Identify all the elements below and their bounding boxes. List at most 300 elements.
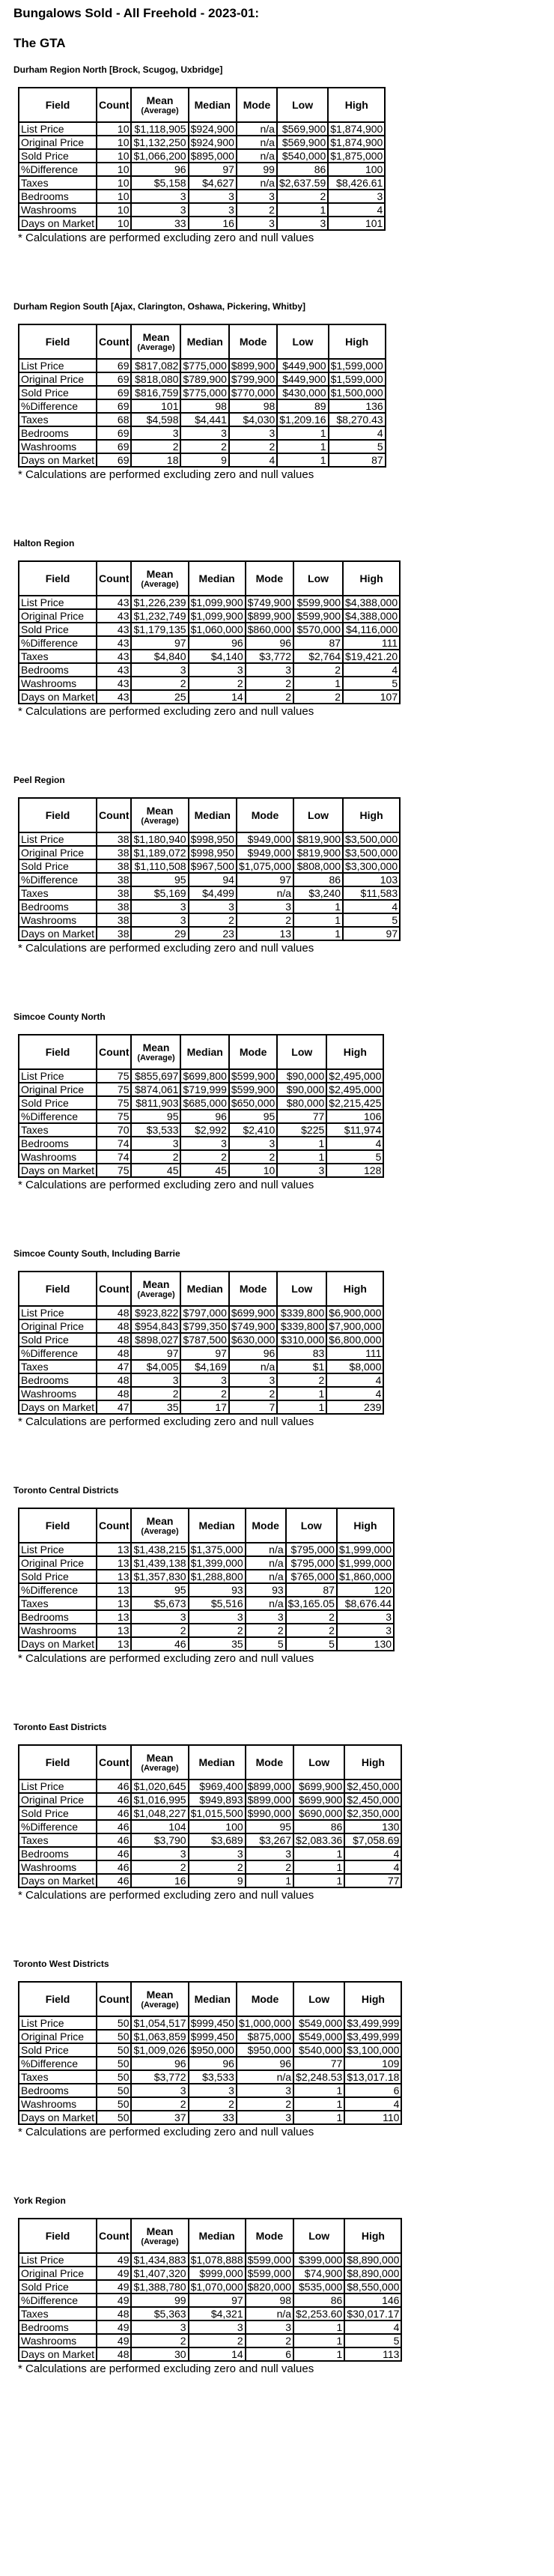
cell-mode: 98: [229, 399, 277, 413]
cell-low: $795,000: [286, 1543, 337, 1556]
column-header-label: Mean: [146, 568, 174, 580]
cell-median: $4,140: [189, 650, 246, 663]
row-label: Original Price: [19, 2267, 97, 2280]
column-header-label: Median: [186, 1046, 223, 1058]
cell-mean: 2: [131, 440, 180, 453]
table-row: [19, 1556, 394, 1570]
region-section: [13, 538, 554, 775]
cell-mode: 2: [246, 677, 293, 690]
column-header-low: [293, 798, 343, 832]
cell-median: 100: [189, 1820, 246, 1833]
cell-median: $2,992: [180, 1123, 228, 1137]
cell-count: 38: [97, 859, 131, 873]
cell-count: 75: [97, 1083, 131, 1096]
cell-mode: n/a: [246, 1570, 286, 1583]
cell-mode: n/a: [246, 1556, 286, 1570]
cell-median: $999,000: [189, 2267, 246, 2280]
row-label: %Difference: [19, 1583, 97, 1597]
cell-mode: 3: [246, 2320, 293, 2334]
cell-mean: $1,110,508: [131, 859, 188, 873]
cell-high: $7,900,000: [326, 1319, 383, 1333]
column-header-label: Mode: [243, 99, 271, 111]
column-header-field: [19, 2219, 97, 2253]
cell-low: $430,000: [277, 386, 328, 399]
column-header-mean: [131, 561, 188, 596]
column-header-label: Median: [194, 1993, 231, 2005]
table-row: [19, 2097, 401, 2111]
cell-high: 4: [326, 1387, 383, 1400]
cell-mean: 3: [131, 1373, 180, 1387]
cell-mode: 10: [229, 1164, 277, 1177]
cell-count: 43: [97, 609, 131, 623]
cell-high: $19,421.20: [343, 650, 400, 663]
cell-median: 93: [189, 1583, 246, 1597]
row-label: List Price: [19, 1780, 97, 1793]
cell-high: $8,890,000: [344, 2253, 401, 2267]
column-header-high: [337, 1508, 394, 1543]
column-header-high: [343, 798, 400, 832]
cell-low: 2: [277, 190, 328, 203]
column-header-label: Mode: [255, 1756, 284, 1768]
cell-median: $1,060,000: [189, 623, 246, 636]
column-header-mode: [237, 1982, 293, 2016]
cell-median: 94: [189, 873, 237, 886]
cell-mean: $4,840: [131, 650, 188, 663]
cell-count: 50: [97, 2084, 131, 2097]
column-header-label: Low: [308, 1756, 330, 1768]
column-header-label: Field: [45, 1993, 70, 2005]
cell-mode: 1: [246, 1874, 293, 1887]
column-header-mean: [131, 1745, 188, 1780]
column-header-median: [189, 1745, 246, 1780]
cell-mean: $1,016,995: [131, 1793, 188, 1806]
row-label: Original Price: [19, 1793, 97, 1806]
cell-low: 83: [277, 1346, 326, 1360]
cell-high: $8,890,000: [344, 2267, 401, 2280]
column-header-low: [293, 2219, 344, 2253]
cell-count: 46: [97, 1780, 131, 1793]
cell-mean: $1,118,905: [131, 122, 188, 136]
cell-count: 50: [97, 2016, 131, 2030]
cell-mean: $1,063,859: [131, 2030, 188, 2043]
table-header-row: [19, 2219, 401, 2253]
cell-count: 10: [97, 149, 131, 163]
cell-low: 2: [286, 1624, 337, 1637]
column-header-label: Field: [45, 2230, 70, 2242]
cell-low: 1: [293, 1860, 344, 1874]
region-title: Toronto West Districts: [13, 1959, 109, 1969]
cell-mean: $1,179,135: [131, 623, 188, 636]
cell-mode: 3: [229, 1373, 277, 1387]
cell-count: 48: [97, 1319, 131, 1333]
row-label: Days on Market: [19, 1164, 97, 1177]
cell-count: 50: [97, 2097, 131, 2111]
row-label: Days on Market: [19, 453, 97, 467]
row-label: List Price: [19, 596, 97, 609]
column-header-low: [293, 1745, 344, 1780]
cell-low: 1: [293, 2320, 344, 2334]
stats-table: [18, 1271, 384, 1415]
cell-median: $797,000: [180, 1306, 228, 1319]
column-header-mean: [131, 1508, 188, 1543]
cell-mode: n/a: [246, 1597, 286, 1610]
cell-low: 86: [293, 2294, 344, 2307]
table-row: [19, 413, 386, 426]
cell-mode: $990,000: [246, 1806, 293, 1820]
region-title: Simcoe County South, Including Barrie: [13, 1248, 180, 1259]
row-label: List Price: [19, 1306, 97, 1319]
table-row: [19, 623, 400, 636]
cell-mean: 104: [131, 1820, 188, 1833]
calculation-note: * Calculations are performed excluding zero and null values: [18, 1415, 314, 1428]
cell-mode: $860,000: [246, 623, 293, 636]
cell-median: 14: [189, 690, 246, 704]
region-section: [13, 1485, 554, 1722]
stats-table: [18, 2218, 402, 2362]
column-header-label: Median: [198, 1756, 235, 1768]
cell-high: $8,000: [326, 1360, 383, 1373]
cell-mean: 3: [131, 190, 188, 203]
cell-count: 10: [97, 190, 131, 203]
cell-high: 130: [337, 1637, 394, 1651]
cell-high: 111: [343, 636, 400, 650]
cell-mean: $1,438,215: [131, 1543, 188, 1556]
column-header-low: [293, 1982, 344, 2016]
cell-high: $2,215,425: [326, 1096, 383, 1110]
cell-mean: 29: [131, 927, 188, 940]
cell-low: $795,000: [286, 1556, 337, 1570]
cell-count: 13: [97, 1556, 131, 1570]
cell-median: $1,070,000: [189, 2280, 246, 2294]
table-row: [19, 2294, 401, 2307]
cell-median: 3: [180, 1137, 228, 1150]
cell-mode: 2: [246, 1860, 293, 1874]
table-row: [19, 149, 385, 163]
regions-container: [13, 64, 554, 2432]
cell-mode: $749,900: [246, 596, 293, 609]
column-header-high: [344, 1745, 401, 1780]
cell-mean: $1,189,072: [131, 846, 188, 859]
cell-high: 101: [328, 217, 385, 230]
cell-mode: n/a: [237, 176, 277, 190]
column-header-low: [277, 324, 328, 359]
cell-low: $540,000: [293, 2043, 344, 2057]
cell-mean: $1,388,780: [131, 2280, 188, 2294]
table-row: [19, 873, 400, 886]
cell-median: $999,450: [189, 2030, 237, 2043]
column-header-label: Field: [45, 1520, 70, 1532]
cell-count: 38: [97, 846, 131, 859]
cell-low: $74,900: [293, 2267, 344, 2280]
table-row: [19, 1874, 401, 1887]
column-header-sublabel: (Average): [141, 1527, 179, 1536]
column-header-label: Mean: [146, 94, 174, 106]
column-header-count: [97, 798, 131, 832]
row-label: List Price: [19, 2016, 97, 2030]
calculation-note: * Calculations are performed excluding zero and null values: [18, 942, 314, 955]
column-header-mode: [237, 798, 293, 832]
column-header-label: Low: [308, 809, 329, 821]
column-header-count: [97, 1982, 131, 2016]
column-header-label: Low: [292, 336, 314, 348]
table-row: [19, 399, 386, 413]
column-header-field: [19, 1272, 97, 1306]
column-header-median: [180, 324, 228, 359]
cell-high: $2,450,000: [344, 1780, 401, 1793]
cell-mode: $1,000,000: [237, 2016, 293, 2030]
cell-median: $969,400: [189, 1780, 246, 1793]
cell-mode: $899,000: [246, 1780, 293, 1793]
cell-high: 5: [343, 677, 400, 690]
column-header-mode: [246, 2219, 293, 2253]
region-section: [13, 1959, 554, 2195]
column-header-label: Field: [45, 1756, 70, 1768]
cell-median: 9: [180, 453, 228, 467]
cell-low: 77: [277, 1110, 326, 1123]
column-header-mean: [131, 2219, 188, 2253]
cell-median: $3,533: [189, 2070, 237, 2084]
row-label: Washrooms: [19, 1387, 97, 1400]
cell-mean: $923,822: [131, 1306, 180, 1319]
cell-median: $1,375,000: [189, 1543, 246, 1556]
cell-high: $8,270.43: [329, 413, 386, 426]
cell-low: $570,000: [293, 623, 343, 636]
cell-low: 2: [277, 1373, 326, 1387]
column-header-label: Mode: [255, 2230, 284, 2242]
calculation-note: * Calculations are performed excluding zero and null values: [18, 2362, 314, 2375]
cell-count: 48: [97, 1373, 131, 1387]
cell-count: 43: [97, 677, 131, 690]
column-header-label: Median: [198, 572, 235, 584]
column-header-low: [277, 1272, 326, 1306]
stats-table: [18, 560, 401, 704]
cell-mean: $898,027: [131, 1333, 180, 1346]
stats-table: [18, 1508, 395, 1651]
row-label: %Difference: [19, 1346, 97, 1360]
cell-low: $225: [277, 1123, 326, 1137]
column-header-field: [19, 1035, 97, 1069]
column-header-label: Low: [308, 572, 329, 584]
cell-high: 103: [343, 873, 400, 886]
cell-mode: 13: [237, 927, 293, 940]
cell-count: 50: [97, 2030, 131, 2043]
cell-low: $599,900: [293, 609, 343, 623]
row-label: Washrooms: [19, 203, 97, 217]
cell-mean: $1,439,138: [131, 1556, 188, 1570]
cell-low: $569,900: [277, 136, 328, 149]
column-header-field: [19, 88, 97, 122]
cell-low: 2: [293, 663, 343, 677]
column-header-label: Mean: [146, 1989, 174, 2001]
cell-high: $13,017.18: [344, 2070, 401, 2084]
column-header-sublabel: (Average): [141, 580, 179, 589]
table-row: [19, 913, 400, 927]
cell-high: 107: [343, 690, 400, 704]
calculation-note: * Calculations are performed excluding zero and null values: [18, 2126, 314, 2138]
table-row: [19, 190, 385, 203]
cell-high: $1,999,000: [337, 1556, 394, 1570]
cell-high: 5: [344, 2334, 401, 2347]
cell-mode: 2: [237, 2097, 293, 2111]
cell-low: 5: [286, 1637, 337, 1651]
cell-high: $2,450,000: [344, 1793, 401, 1806]
column-header-sublabel: (Average): [141, 1764, 179, 1773]
cell-count: 49: [97, 2267, 131, 2280]
cell-count: 69: [97, 440, 131, 453]
cell-mode: $630,000: [229, 1333, 277, 1346]
column-header-label: Low: [308, 1993, 330, 2005]
column-header-label: High: [353, 1520, 377, 1532]
cell-high: $1,599,000: [329, 372, 386, 386]
cell-mean: $855,697: [131, 1069, 180, 1083]
row-label: Original Price: [19, 846, 97, 859]
cell-mode: 3: [246, 1847, 293, 1860]
cell-low: $449,900: [277, 359, 328, 372]
column-header-label: Field: [45, 809, 70, 821]
column-header-low: [286, 1508, 337, 1543]
column-header-label: Mode: [239, 336, 267, 348]
column-header-label: High: [344, 99, 368, 111]
calculation-note: * Calculations are performed excluding zero and null values: [18, 468, 314, 481]
row-label: Bedrooms: [19, 190, 97, 203]
cell-mode: n/a: [237, 2070, 293, 2084]
cell-mode: $599,000: [246, 2253, 293, 2267]
table-row: [19, 2084, 401, 2097]
cell-median: 2: [189, 2097, 237, 2111]
cell-mean: $5,169: [131, 886, 188, 900]
column-header-high: [328, 88, 385, 122]
column-header-count: [97, 1272, 131, 1306]
cell-median: 2: [180, 1150, 228, 1164]
cell-median: $998,950: [189, 832, 237, 846]
column-header-label: Mode: [251, 809, 279, 821]
cell-low: $3,165.05: [286, 1597, 337, 1610]
row-label: Original Price: [19, 609, 97, 623]
cell-mode: $799,900: [229, 372, 277, 386]
cell-mode: 3: [237, 217, 277, 230]
column-header-label: Mean: [142, 1041, 170, 1053]
cell-high: $3,500,000: [343, 846, 400, 859]
cell-mean: 3: [131, 1610, 188, 1624]
column-header-high: [343, 561, 400, 596]
column-header-median: [189, 561, 246, 596]
row-label: Taxes: [19, 886, 97, 900]
cell-count: 13: [97, 1597, 131, 1610]
cell-mean: 95: [131, 1110, 180, 1123]
cell-mode: 2: [237, 203, 277, 217]
row-label: %Difference: [19, 636, 97, 650]
cell-median: $1,078,888: [189, 2253, 246, 2267]
cell-count: 48: [97, 1306, 131, 1319]
cell-count: 49: [97, 2280, 131, 2294]
region-title: Durham Region North [Brock, Scugog, Uxbridge]: [13, 64, 223, 75]
row-label: Days on Market: [19, 1637, 97, 1651]
cell-low: 87: [293, 636, 343, 650]
cell-mode: 2: [246, 1624, 286, 1637]
cell-median: $3,689: [189, 1833, 246, 1847]
column-header-count: [97, 1035, 131, 1069]
cell-mode: $599,900: [229, 1069, 277, 1083]
table-row: [19, 1346, 383, 1360]
column-header-median: [180, 1035, 228, 1069]
calculation-note: * Calculations are performed excluding zero and null values: [18, 1652, 314, 1665]
cell-low: $449,900: [277, 372, 328, 386]
column-header-count: [97, 1745, 131, 1780]
row-label: %Difference: [19, 2057, 97, 2070]
cell-low: 1: [293, 2334, 344, 2347]
table-row: [19, 846, 400, 859]
cell-count: 38: [97, 873, 131, 886]
table-header-row: [19, 1982, 401, 2016]
column-header-field: [19, 561, 97, 596]
cell-count: 47: [97, 1360, 131, 1373]
table-row: [19, 1306, 383, 1319]
cell-high: 106: [326, 1110, 383, 1123]
column-header-label: Mean: [142, 1278, 170, 1290]
column-header-mode: [246, 1508, 286, 1543]
table-row: [19, 1083, 383, 1096]
cell-low: $569,900: [277, 122, 328, 136]
cell-median: 3: [189, 190, 237, 203]
cell-count: 50: [97, 2111, 131, 2124]
cell-mode: 95: [229, 1110, 277, 1123]
cell-median: 96: [180, 1110, 228, 1123]
cell-mode: 7: [229, 1400, 277, 1414]
row-label: %Difference: [19, 2294, 97, 2307]
column-header-label: Low: [291, 1046, 313, 1058]
cell-mode: $949,000: [237, 846, 293, 859]
cell-low: 3: [277, 1164, 326, 1177]
table-row: [19, 832, 400, 846]
row-label: Bedrooms: [19, 1847, 97, 1860]
row-label: Washrooms: [19, 2334, 97, 2347]
table-row: [19, 1096, 383, 1110]
cell-count: 13: [97, 1610, 131, 1624]
column-header-label: Low: [308, 2230, 330, 2242]
cell-mode: 99: [237, 163, 277, 176]
cell-mean: 35: [131, 1400, 180, 1414]
cell-low: $90,000: [277, 1083, 326, 1096]
table-row: [19, 2347, 401, 2361]
cell-low: $540,000: [277, 149, 328, 163]
cell-high: $6,800,000: [326, 1333, 383, 1346]
table-row: [19, 677, 400, 690]
table-row: [19, 386, 386, 399]
cell-mode: $899,000: [246, 1793, 293, 1806]
row-label: Washrooms: [19, 677, 97, 690]
cell-mean: 96: [131, 163, 188, 176]
column-header-low: [293, 561, 343, 596]
row-label: Days on Market: [19, 1400, 97, 1414]
cell-mode: 2: [237, 913, 293, 927]
cell-median: $1,015,500: [189, 1806, 246, 1820]
row-label: Sold Price: [19, 623, 97, 636]
row-label: Bedrooms: [19, 900, 97, 913]
cell-mode: $899,900: [246, 609, 293, 623]
column-header-median: [189, 798, 237, 832]
row-label: List Price: [19, 122, 97, 136]
table-row: [19, 1860, 401, 1874]
cell-median: 98: [180, 399, 228, 413]
cell-count: 38: [97, 900, 131, 913]
cell-median: 16: [189, 217, 237, 230]
cell-median: 3: [189, 663, 246, 677]
cell-count: 48: [97, 1346, 131, 1360]
column-header-high: [329, 324, 386, 359]
region-title: Toronto East Districts: [13, 1722, 107, 1732]
column-header-mean: [131, 798, 188, 832]
column-header-label: Low: [300, 1520, 322, 1532]
